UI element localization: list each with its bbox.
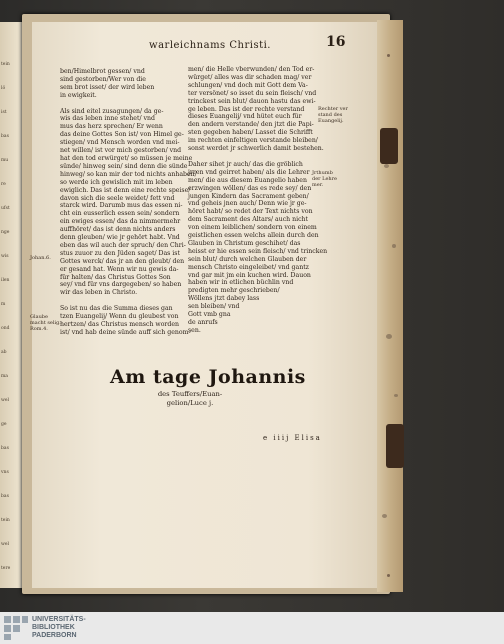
text-line: davon sich die seele weidet/ fett vnd <box>60 194 175 202</box>
text-line: dem Sacrament des Altars/ auch nicht <box>188 216 309 224</box>
marginal-note: Rechter ver stand des Euangelij. <box>318 106 348 124</box>
text-line: sen. <box>188 326 201 334</box>
text-line: vnd geheis jnen auch/ Denn wie jr ge- <box>188 200 307 208</box>
library-logo-icon <box>4 616 28 640</box>
facing-page-fragment: bas <box>1 446 9 451</box>
stain <box>392 244 396 248</box>
facing-page-fragment: ond <box>1 326 10 331</box>
text-line: ist/ vnd hab deine sünde auff sich genom- <box>60 328 191 336</box>
facing-page-edge <box>0 22 23 588</box>
text-line: sünde/ hinweg sein/ sind denn die sünde <box>60 162 188 170</box>
marginal-note: Jrthumb der Lehre mer. <box>312 170 337 188</box>
text-line: wis das leben inne stehet/ vnd <box>60 115 155 123</box>
text-line: tzen Euangelij/ Wenn du gleubest von <box>60 313 179 321</box>
text-line: Als sind eitel zusagungen/ da ge- <box>60 107 164 115</box>
text-line: sein blut/ durch welchen Glauben der <box>188 255 307 263</box>
stain <box>394 394 398 397</box>
text-line: net willen/ ist vor mich gestorben/ vnd <box>60 147 182 155</box>
text-line <box>60 100 185 108</box>
text-line: men/ die aus diesem Euangelio haben <box>188 176 307 184</box>
facing-page-fragment: wel <box>1 542 9 547</box>
clasp-lower <box>386 424 404 468</box>
text-line: ge leben. Das ist der rechte verstand <box>188 105 305 113</box>
stain <box>382 514 387 518</box>
text-line: starck wird. Darumb mus das essen ni- <box>60 202 183 210</box>
marginal-note: Glaube macht selig. Rom.4. <box>30 314 61 332</box>
text-line: im rechten einfeltigen verstande bleiben/ <box>188 137 318 145</box>
text-line: haben wir in etlichen büchlin vnd <box>188 279 294 287</box>
text-line: er gesand hat. Wenn wir nu gewis da- <box>60 265 179 273</box>
text-line: sem brot isset/ der wird leben <box>60 83 155 91</box>
text-line: sten gegeben haben/ Lasset die Schrifft <box>188 129 313 137</box>
text-line: auffhöret/ das ist denn nichts anders <box>60 226 176 234</box>
text-line: geistlichen essen welchs allein durch den <box>188 232 319 240</box>
text-line: sonst werdet jr schwerlich damit bestehen. <box>188 145 324 153</box>
facing-page-fragment: vns <box>1 470 9 475</box>
facing-page-fragment: tere <box>1 566 11 571</box>
text-line: heisst er hie essen sein fleisch/ vnd trincken <box>188 247 328 255</box>
book-spine <box>377 20 403 592</box>
text-line: würget/ alles was dir schaden mag/ ver <box>188 73 312 81</box>
text-line: trinckest sein blut/ dauon hastu das ewi- <box>188 97 316 105</box>
clasp-upper <box>380 128 398 164</box>
text-line: jungen Kindern das Sacrament geben/ <box>188 192 309 200</box>
marginal-note: Johan.6. <box>30 255 51 261</box>
text-line: Glauben in Christum geschihet/ das <box>188 239 301 247</box>
facing-page-fragment: ufst <box>1 206 10 211</box>
facing-page-fragment: lö <box>1 86 6 91</box>
text-line: ein ewiges essen/ das da nimmermehr <box>60 218 181 226</box>
folio-number: 16 <box>326 34 346 50</box>
text-line: hertzen/ das Christus mensch worden <box>60 321 179 328</box>
running-title: warleichnams Christi. <box>149 40 271 51</box>
text-line: sey/ vnd für vns dargegeben/ so haben <box>60 281 182 289</box>
text-line: cht ein eusserlich essen sein/ sondern <box>60 210 180 218</box>
facing-page-fragment: ab <box>1 350 7 355</box>
library-footer <box>0 612 504 644</box>
text-line: predigten mehr geschrieben/ <box>188 287 280 295</box>
text-line: das deine Gottes Son ist/ von Himel ge- <box>60 131 184 139</box>
facing-page-fragment: wis <box>1 254 9 259</box>
text-line: eben das wil auch der spruch/ den Chri- <box>60 241 186 249</box>
text-line: ter versönet/ so isset du sein fleisch/ vnd <box>188 89 317 97</box>
text-line: erzwingen wöllen/ das es rede sey/ den <box>188 184 312 192</box>
text-line: hinweg/ so kan mir der tod nichts anhaben/ <box>60 170 197 178</box>
text-line <box>60 297 185 305</box>
text-line: wir das leben in Christo. <box>60 289 138 297</box>
facing-page-fragment: wel <box>1 398 9 403</box>
facing-page-fragment: ge <box>1 422 7 427</box>
text-line: sen bleiben/ vnd <box>188 303 240 311</box>
facing-page-fragment: tein <box>1 62 10 67</box>
facing-page-fragment: bas <box>1 134 9 139</box>
text-line: mus das herz sprechen/ Er wenn <box>60 123 163 131</box>
text-line: men/ die Helle vberwunden/ den Tod er- <box>188 66 315 73</box>
text-line: denn gleuben/ wie jr gehört habt. Vnd <box>60 234 180 242</box>
facing-page-fragment: tein <box>1 518 10 523</box>
text-line: ben/Himelbrot gessen/ vnd <box>60 68 145 75</box>
nail-head <box>387 574 390 577</box>
text-line: Daher sihet jr auch/ das die gröblich <box>188 160 303 168</box>
text-line: jrren vnd geirret haben/ als die Lehrer <box>188 168 310 176</box>
stain <box>384 164 389 168</box>
nail-head <box>387 54 390 57</box>
facing-page-fragment: ist <box>1 110 7 115</box>
facing-page-fragment: nge <box>1 230 10 235</box>
text-line: hat den tod erwürget/ so müssen je meine <box>60 154 193 162</box>
text-line: de anrufs <box>188 319 218 326</box>
text-line: So ist nu das die Summa dieses gan <box>60 305 173 313</box>
facing-page-fragment: ilen <box>1 278 10 283</box>
text-line: Gott vmb gna <box>188 311 231 319</box>
text-line: stiegen/ vnd Mensch worden vnd mei- <box>60 139 180 147</box>
text-line: schlungen/ vnd doch mit Gott dem Va- <box>188 81 308 89</box>
text-line: in ewigkeit. <box>60 91 97 99</box>
section-subtitle: gelion/Luce j. <box>166 399 214 407</box>
facing-page-fragment: ma <box>1 374 8 379</box>
text-column-left <box>60 68 197 337</box>
text-line: ewiglich. Das ist denn eine rechte speise/ <box>60 186 191 194</box>
text-line: höret habt/ so redet der Text nichts von <box>188 208 313 216</box>
section-title: Am tage Johannis <box>110 366 306 388</box>
facing-page-fragment: m <box>1 302 6 307</box>
text-line: dieses Euangelij/ vnd hütet euch für <box>188 113 302 121</box>
facing-page-fragment: re <box>1 182 6 187</box>
text-line <box>188 153 316 161</box>
text-line: den andern verstande/ den jtzt die Papi- <box>188 121 314 129</box>
library-name: UNIVERSITÄTS- BIBLIOTHEK PADERBORN <box>32 616 86 639</box>
stain <box>386 334 392 339</box>
text-line: Gottes werck/ das jr an den gleubt/ den <box>60 257 185 265</box>
text-line: vnd gar mit jm ein kuchen wird. Dauon <box>188 271 311 279</box>
section-subtitle: des Teuffers/Euan- <box>157 390 223 398</box>
text-line: stus zuuor zu den Jüden saget/ Das ist <box>60 249 180 257</box>
facing-page-fragment: mu <box>1 158 9 163</box>
signature-mark: e iiij Elisa <box>263 434 322 442</box>
facing-page-fragment: bas <box>1 494 9 499</box>
text-line: mensch Christo eingeleibet/ vnd gantz <box>188 263 309 271</box>
text-line: von einem leiblichen/ sondern von einem <box>188 224 317 232</box>
text-line: so werde ich gewislich mit im leben <box>60 178 173 186</box>
text-line: für halten/ das Christus Gottes Son <box>60 273 171 281</box>
text-line: sind gestorben/Wer von die <box>60 75 146 83</box>
text-line: Wöllens jtzt dabey lass <box>188 295 260 303</box>
